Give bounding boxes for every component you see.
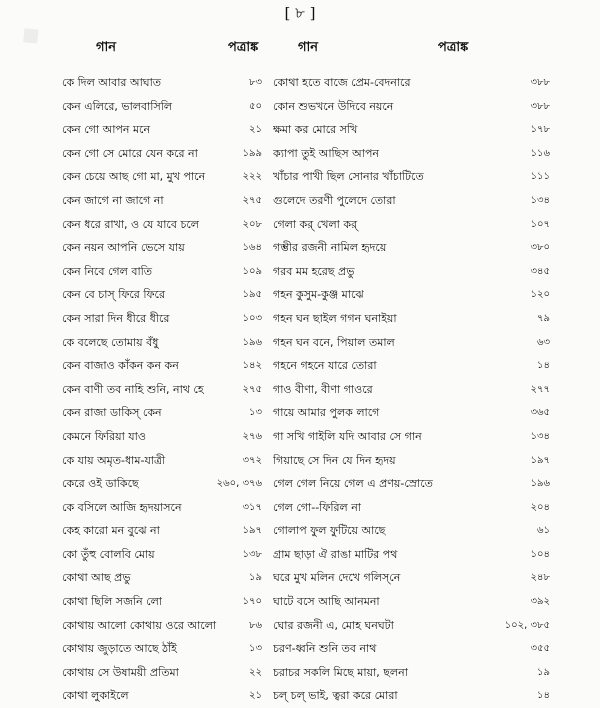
song-title-right: গ্রাম ছাড়া ঐ রাঙা মাটির পথ [273,547,398,561]
header-song: গান [96,40,117,55]
page-ref-left: ৩১৭ [242,501,262,513]
page-ref-right: ৬৩ [536,336,550,348]
song-title-left: কে দিল আবার আঘাত [62,76,162,89]
page-ref-right: ৩৮৮ [530,100,550,112]
page-ref-right: ১১৬ [530,147,550,159]
table-row [0,661,600,685]
table-row [0,142,600,166]
song-title-right: ঘরে মুখ মলিন দেখে গলিস্‌নে [273,571,401,585]
page-ref-left: ১৪২ [242,360,262,372]
song-title-left: কেরে ওই ডাকিছে [62,477,139,491]
header-song-2: গান [298,40,319,55]
song-title-right: গাও বীণা, বীণা গাওরে [273,382,373,396]
page-ref-left: ৩৭২ [242,454,262,466]
song-title-right: গহন ঘন ছাইল গগন ঘনাইয়া [273,311,397,325]
song-title-left: কে যায় অমৃত-ধাম-যাত্রী [62,453,166,467]
page-ref-right: ৩৮৮ [530,77,550,88]
song-title-left: কেন জাগে না জাগে না [62,193,164,207]
song-title-left: কেন নিবে গেল বাতি [62,264,153,278]
song-title-left: কোথা লুকাইলে [62,689,129,703]
page-ref-right: ২০৪ [530,501,550,513]
page-ref-right: ৩৮০ [530,242,550,254]
page-ref-left: ৮৩ [249,77,262,88]
song-title-right: গেল গো--ফিরিল না [273,500,361,514]
song-title-left: কেমনে ফিরিয়া যাও [62,429,146,443]
song-title-left: কেন গো সে মোরে যেন করে না [62,146,198,160]
page-ref-left: ১৬৪ [242,242,262,254]
page-ref-left: ১৩ [249,407,262,419]
song-title-left: কেন বাণী তব নাহি শুনি, নাথ হে [62,382,204,396]
page-ref-left: ১৭০ [242,596,262,608]
table-row [0,684,600,708]
table-row [0,95,600,119]
song-title-right: গম্ভীর রজনী নামিল হৃদয়ে [273,241,387,255]
page-ref-right: ৭৯ [537,312,550,324]
page-ref-left: ১৯৬ [242,336,262,348]
header-page-2: পত্রাঙ্ক [438,40,469,55]
song-title-right: ঘোর রজনী এ, মোহ ঘনঘটা [273,618,394,632]
table-row [0,401,600,425]
page-ref-left: ১৩৮ [242,548,262,560]
page-ref-left: ৮৬ [249,619,262,631]
table-row [0,260,600,284]
page-ref-left: ২০৮ [242,218,262,230]
page-ref-right: ১৯ [537,666,550,678]
page-ref-left: ২২২ [242,171,262,183]
table-row [0,590,600,614]
song-title-right: গায়ে আমার পুলক লাগে [273,406,380,420]
song-title-right: চল্‌ চল্‌ ভাই, ত্বরা করে মোরা [273,689,398,703]
song-title-right: গিয়াছে সে দিন যে দিন হৃদয় [273,453,396,467]
watermark: ◆ [12,17,48,53]
page-ref-right: ১৪ [537,360,550,372]
song-title-right: গেলা কর্‌ খেলা কর্‌ [273,217,358,231]
song-title-right: গা সখি গাইলি যদি আবার সে গান [273,429,422,443]
page-ref-right: ১৩৪ [530,430,550,442]
page-ref-right: ১৯৬ [530,478,550,490]
page-ref-right: ১১১ [530,171,550,183]
song-title-left: কে বলেছে তোমায় বঁধু [62,335,159,349]
table-row [0,213,600,237]
table-row [0,543,600,567]
page-ref-right: ১৪ [537,690,550,702]
song-title-left: কোথায় সে উষাময়ী প্রতিমা [62,665,179,679]
song-title-left: কেন রাজা ডাকিস্‌ কেন [62,406,162,420]
song-title-right: কোন শুভখনে উদিবে নয়নে [273,99,394,113]
song-title-left: কেন নয়ন আপনি ভেসে যায় [62,241,185,255]
page-ref-right: ১৩৪ [530,194,550,206]
page-ref-right: ১৯৭ [530,454,550,466]
page-ref-right: ৬১ [537,525,550,537]
song-title-left: কেন এলিরে, ভালবাসিলি [62,99,173,113]
page-ref-left: ২১ [249,690,262,702]
song-title-right: ঘাটে বসে আছি আনমনা [273,595,380,609]
song-title-left: কেন চেয়ে আছ গো মা, মুখ পানে [62,170,206,184]
page-number: [ ৮ ] [284,4,316,22]
page-ref-right: ১০২, ৩৮৫ [504,619,550,631]
page-ref-left: ১৯৫ [242,289,262,301]
song-title-right: খাঁচার পাখী ছিল সোনার খাঁচাটিতে [273,170,424,184]
song-title-left: কেহ কারো মন বুঝে না [62,524,160,538]
song-title-left: কোথায় জুড়াতে আছে ঠাঁই [62,642,177,656]
song-title-left: কোথা আছ প্রভু [62,571,131,585]
page-ref-left: ২৭৫ [242,194,262,206]
page-ref-left: ২২ [248,666,262,678]
header-page: পত্রাঙ্ক [228,40,259,55]
song-title-right: ক্যাপা তুই আছিস আপন [273,146,379,160]
song-title-left: কেন বে চাস্‌ ফিরে ফিরে [62,288,166,302]
table-row [0,189,600,213]
song-title-left: কে বসিলে আজি হৃদয়াসনে [62,500,182,514]
page-ref-left: ১০৯ [242,265,262,277]
table-row [0,566,600,590]
table-row [0,236,600,260]
song-title-left: কেন ধরে রাখা, ও যে যাবে চলে [62,217,200,231]
table-row [0,71,600,95]
page-ref-right: ২৭৭ [530,383,550,395]
song-title-left: কেন গো আপন মনে [62,123,151,137]
table-row [0,425,600,449]
page-ref-left: ১৯৯ [242,147,262,159]
song-title-left: কেন বাজাও কাঁকন কন কন [62,359,179,373]
song-title-left: কো তুঁহু বোলবি মোয় [62,547,155,561]
page-ref-right: ১৭৮ [530,124,550,136]
song-title-right: গহনে গহনে যারে তোরা [273,359,377,373]
table-row [0,354,600,378]
song-title-right: গেল গেল নিয়ে গেল এ প্রণয়-স্রোতে [273,477,433,491]
table-row [0,118,600,142]
page-ref-right: ৩৫৫ [530,643,550,655]
page-ref-right: ১২০ [530,289,550,301]
page-ref-left: ৫০ [249,100,262,112]
page-ref-right: ২৪৮ [530,572,550,584]
song-title-right: গহন কুসুম-কুঞ্জ মাঝে [273,288,364,302]
song-title-right: চরণ-ধ্বনি শুনি তব নাথ [273,642,377,656]
song-title-right: গহন ঘন বনে, পিয়াল তমাল [273,335,395,349]
index-table [0,71,600,708]
page-ref-left: ১৯৭ [242,525,262,537]
table-row [0,449,600,473]
page-ref-left: ১০৩ [242,312,262,324]
table-row [0,614,600,638]
table-row [0,307,600,331]
table-row [0,472,600,496]
song-title-left: কেন সারা দিন ধীরে ধীরে [62,311,170,325]
page-ref-left: ২৭৫ [242,383,262,395]
table-row [0,378,600,402]
page-ref-left: ২১ [249,124,262,136]
page-ref-left: ১৩ [249,643,262,655]
song-title-right: চরাচর সকলি মিছে মায়া, ছলনা [273,665,408,679]
song-title-left: কোথা ছিলি সজনি লো [62,595,162,609]
table-row [0,519,600,543]
page-ref-right: ৩৬৫ [530,407,550,419]
song-title-right: কোথা হতে বাজে প্রেম-বেদনারে [273,76,411,89]
song-title-left: কোথায় আলো কোথায় ওরে আলো [62,618,217,632]
page-ref-right: ১০৪ [530,548,550,560]
table-row [0,165,600,189]
table-row [0,331,600,355]
song-title-right: গোলাপ ফুল ফুটিয়ে আছে [273,524,386,538]
page-ref-right: ৩৪৫ [530,265,550,277]
page-ref-right: ৩৯২ [530,596,550,608]
column-headers [0,38,600,58]
table-row [0,496,600,520]
page-ref-left: ২৬০, ৩৭৬ [216,478,262,490]
song-title-right: গরব মম হরেছ প্রভু [273,264,355,278]
song-title-right: ক্ষমা কর মোরে সখি [273,123,358,137]
page-ref-left: ১৯ [249,572,262,584]
page-ref-left: ২৭৬ [242,430,262,442]
table-row [0,637,600,661]
song-title-right: গুলেদে তরণী পুলেদে তোরা [273,193,396,207]
table-row [0,283,600,307]
page-ref-right: ১০৭ [530,218,550,230]
